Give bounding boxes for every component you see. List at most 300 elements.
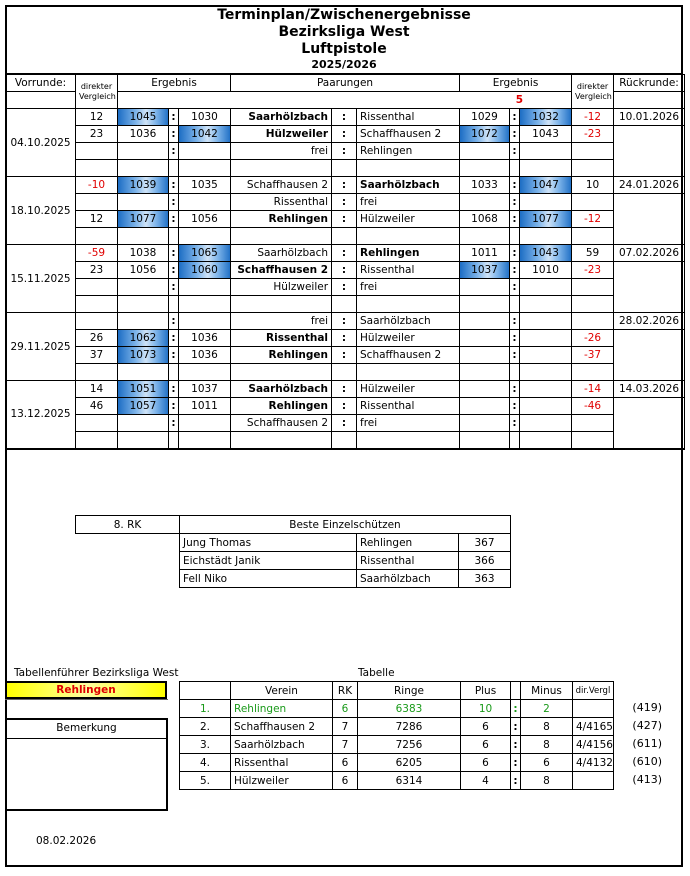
pairing-separator: : bbox=[332, 262, 357, 279]
ergebnis-header-right: Ergebnis bbox=[460, 75, 572, 92]
direct-comparison-away bbox=[572, 415, 614, 432]
season: 2025/2026 bbox=[311, 58, 377, 71]
shooter-row bbox=[76, 534, 511, 552]
leader-divider bbox=[5, 699, 168, 700]
points-separator: : bbox=[511, 754, 521, 772]
score-away-rueckrunde bbox=[520, 143, 572, 160]
paarungen-header: Paarungen bbox=[231, 75, 460, 92]
match-row bbox=[6, 245, 685, 262]
rank: 2. bbox=[180, 718, 231, 736]
header-row bbox=[6, 75, 685, 92]
empty-cell bbox=[332, 364, 357, 381]
pairing-separator: : bbox=[332, 194, 357, 211]
empty-cell bbox=[169, 228, 179, 245]
empty-cell bbox=[231, 296, 332, 313]
score-separator: : bbox=[169, 143, 179, 160]
score-separator: : bbox=[510, 194, 520, 211]
empty-cell bbox=[614, 194, 685, 245]
empty-cell bbox=[614, 330, 685, 381]
spacer-row bbox=[6, 432, 685, 449]
rueckrunde-date: 24.01.2026 bbox=[614, 177, 685, 194]
empty-cell bbox=[510, 160, 520, 177]
minus-value: 8 bbox=[521, 736, 573, 754]
direct-comparison-home: 26 bbox=[76, 330, 118, 347]
score-separator: : bbox=[510, 109, 520, 126]
empty-cell bbox=[357, 160, 460, 177]
direct-comparison-away: -12 bbox=[572, 109, 614, 126]
pairing-separator: : bbox=[332, 245, 357, 262]
empty-cell bbox=[614, 262, 685, 313]
direct-comparison-away: 59 bbox=[572, 245, 614, 262]
empty-cell bbox=[332, 160, 357, 177]
standings-row bbox=[180, 700, 614, 718]
plus-header: Plus bbox=[461, 682, 511, 700]
empty-cell bbox=[118, 364, 169, 381]
club-name: Hülzweiler bbox=[231, 772, 333, 790]
direkter-vergleich-header-right bbox=[572, 75, 614, 109]
minus-value: 8 bbox=[521, 718, 573, 736]
page-title bbox=[5, 7, 683, 72]
score-separator: : bbox=[510, 398, 520, 415]
direct-comparison-home: 46 bbox=[76, 398, 118, 415]
direct-comparison-value bbox=[573, 772, 614, 790]
score-away-rueckrunde: 1032 bbox=[520, 109, 572, 126]
pairing-separator: : bbox=[332, 398, 357, 415]
score-separator: : bbox=[169, 194, 179, 211]
score-away-vorrunde: 1056 bbox=[179, 211, 231, 228]
spacer-row bbox=[6, 364, 685, 381]
empty-cell bbox=[179, 432, 231, 449]
shooter-club: Rissenthal bbox=[357, 552, 459, 570]
score-away-vorrunde: 1030 bbox=[179, 109, 231, 126]
vorrunde-date: 13.12.2025 bbox=[6, 381, 76, 449]
rings-value: 7286 bbox=[358, 718, 461, 736]
minus-value: 6 bbox=[521, 754, 573, 772]
direkter-label: direkter bbox=[80, 81, 113, 91]
home-team: Schaffhausen 2 bbox=[231, 415, 332, 432]
score-away-rueckrunde: 1047 bbox=[520, 177, 572, 194]
shooter-name: Eichstädt Janik bbox=[180, 552, 357, 570]
score-separator: : bbox=[510, 177, 520, 194]
score-separator: : bbox=[169, 313, 179, 330]
match-row bbox=[6, 313, 685, 330]
home-team: Rehlingen bbox=[231, 347, 332, 364]
score-separator: : bbox=[169, 330, 179, 347]
vorrunde-header: Vorrunde: bbox=[6, 75, 76, 92]
standings-row bbox=[180, 754, 614, 772]
home-team: Rissenthal bbox=[231, 330, 332, 347]
club-header: Verein bbox=[231, 682, 333, 700]
away-team: Hülzweiler bbox=[357, 330, 460, 347]
marker-value: 5 bbox=[118, 92, 572, 109]
rank: 3. bbox=[180, 736, 231, 754]
pairing-separator: : bbox=[332, 177, 357, 194]
direkter-vergleich-header-left bbox=[76, 75, 118, 109]
spacer-row bbox=[6, 160, 685, 177]
empty-cell bbox=[520, 432, 572, 449]
direct-comparison-home: 12 bbox=[76, 211, 118, 228]
direct-comparison-away bbox=[572, 279, 614, 296]
match-row bbox=[6, 194, 685, 211]
score-away-vorrunde bbox=[179, 143, 231, 160]
rk-value: 7 bbox=[333, 718, 358, 736]
shooter-score: 363 bbox=[459, 570, 511, 588]
direct-comparison-away: -14 bbox=[572, 381, 614, 398]
score-away-rueckrunde: 1010 bbox=[520, 262, 572, 279]
home-team: Saarhölzbach bbox=[231, 381, 332, 398]
empty-cell bbox=[614, 398, 685, 449]
score-away-vorrunde bbox=[179, 194, 231, 211]
empty-cell bbox=[332, 432, 357, 449]
empty-cell bbox=[231, 364, 332, 381]
empty-cell bbox=[460, 296, 510, 313]
match-row bbox=[6, 143, 685, 160]
score-away-rueckrunde bbox=[520, 415, 572, 432]
score-home-vorrunde: 1039 bbox=[118, 177, 169, 194]
shooter-row bbox=[76, 552, 511, 570]
shooter-name: Jung Thomas bbox=[180, 534, 357, 552]
empty-cell bbox=[520, 364, 572, 381]
away-team: Schaffhausen 2 bbox=[357, 347, 460, 364]
shooter-club: Rehlingen bbox=[357, 534, 459, 552]
rings-value: 6314 bbox=[358, 772, 461, 790]
vorrunde-date: 15.11.2025 bbox=[6, 245, 76, 313]
score-away-vorrunde: 1065 bbox=[179, 245, 231, 262]
direct-comparison-away: -37 bbox=[572, 347, 614, 364]
away-team: Rissenthal bbox=[357, 398, 460, 415]
leader-label: Tabellenführer Bezirksliga West bbox=[14, 667, 179, 679]
club-name: Rehlingen bbox=[231, 700, 333, 718]
direct-comparison-value: 4/4165 bbox=[573, 718, 614, 736]
match-row bbox=[6, 398, 685, 415]
rueckrunde-header: Rückrunde: bbox=[614, 75, 685, 92]
empty-cell bbox=[169, 364, 179, 381]
score-separator: : bbox=[510, 381, 520, 398]
empty-cell bbox=[572, 160, 614, 177]
empty-cell bbox=[520, 296, 572, 313]
score-home-rueckrunde: 1011 bbox=[460, 245, 510, 262]
away-team: Rehlingen bbox=[357, 245, 460, 262]
best-shooters-header bbox=[76, 516, 511, 534]
away-team: frei bbox=[357, 194, 460, 211]
empty-cell bbox=[169, 296, 179, 313]
empty-cell bbox=[510, 296, 520, 313]
score-separator: : bbox=[510, 245, 520, 262]
empty-cell bbox=[357, 364, 460, 381]
match-row bbox=[6, 126, 685, 143]
score-home-vorrunde: 1036 bbox=[118, 126, 169, 143]
rueckrunde-date: 10.01.2026 bbox=[614, 109, 685, 126]
plus-value: 10 bbox=[461, 700, 511, 718]
rk-header: RK bbox=[333, 682, 358, 700]
direct-comparison-home: 14 bbox=[76, 381, 118, 398]
score-separator: : bbox=[510, 330, 520, 347]
empty-cell bbox=[231, 160, 332, 177]
direct-comparison-away: -23 bbox=[572, 126, 614, 143]
empty-cell bbox=[460, 160, 510, 177]
score-away-vorrunde: 1036 bbox=[179, 347, 231, 364]
home-team: Rehlingen bbox=[231, 398, 332, 415]
home-team: Hülzweiler bbox=[231, 279, 332, 296]
empty-cell bbox=[614, 126, 685, 177]
home-team: Hülzweiler bbox=[231, 126, 332, 143]
empty-cell bbox=[357, 432, 460, 449]
score-separator: : bbox=[510, 279, 520, 296]
score-home-rueckrunde: 1068 bbox=[460, 211, 510, 228]
score-separator: : bbox=[169, 347, 179, 364]
score-away-rueckrunde bbox=[520, 398, 572, 415]
rings-value: 7256 bbox=[358, 736, 461, 754]
rank-header bbox=[180, 682, 231, 700]
home-team: frei bbox=[231, 143, 332, 160]
pairing-separator: : bbox=[332, 279, 357, 296]
direct-comparison-home: 23 bbox=[76, 126, 118, 143]
empty-cell bbox=[572, 364, 614, 381]
score-home-vorrunde bbox=[118, 279, 169, 296]
empty-cell bbox=[332, 296, 357, 313]
score-separator: : bbox=[510, 313, 520, 330]
score-away-vorrunde: 1035 bbox=[179, 177, 231, 194]
score-separator: : bbox=[169, 211, 179, 228]
score-away-rueckrunde bbox=[520, 381, 572, 398]
title-line-3: Luftpistole bbox=[301, 41, 387, 57]
vorrunde-date: 18.10.2025 bbox=[6, 177, 76, 245]
empty-cell bbox=[169, 160, 179, 177]
shooter-name: Fell Niko bbox=[180, 570, 357, 588]
score-home-rueckrunde bbox=[460, 143, 510, 160]
match-row bbox=[6, 177, 685, 194]
standings-row bbox=[180, 718, 614, 736]
empty-cell bbox=[76, 296, 118, 313]
rueckrunde-date: 14.03.2026 bbox=[614, 381, 685, 398]
score-separator: : bbox=[169, 177, 179, 194]
home-team: Schaffhausen 2 bbox=[231, 177, 332, 194]
away-team: frei bbox=[357, 415, 460, 432]
score-away-vorrunde bbox=[179, 279, 231, 296]
direct-comparison-home bbox=[76, 279, 118, 296]
direct-comparison-home bbox=[76, 194, 118, 211]
score-home-vorrunde bbox=[118, 415, 169, 432]
direct-comparison-home: -59 bbox=[76, 245, 118, 262]
score-home-rueckrunde bbox=[460, 347, 510, 364]
best-score-value: (610) bbox=[632, 755, 662, 768]
vorrunde-date: 29.11.2025 bbox=[6, 313, 76, 381]
score-home-rueckrunde: 1072 bbox=[460, 126, 510, 143]
home-team: frei bbox=[231, 313, 332, 330]
empty-cell bbox=[179, 228, 231, 245]
score-home-rueckrunde bbox=[460, 194, 510, 211]
direct-comparison-home bbox=[76, 313, 118, 330]
plus-value: 6 bbox=[461, 718, 511, 736]
shooter-score: 366 bbox=[459, 552, 511, 570]
score-home-vorrunde: 1062 bbox=[118, 330, 169, 347]
score-separator: : bbox=[169, 245, 179, 262]
score-away-rueckrunde: 1077 bbox=[520, 211, 572, 228]
pairing-separator: : bbox=[332, 143, 357, 160]
empty-cell bbox=[76, 570, 180, 588]
pairing-separator: : bbox=[332, 381, 357, 398]
away-team: Hülzweiler bbox=[357, 211, 460, 228]
score-away-vorrunde: 1060 bbox=[179, 262, 231, 279]
match-row bbox=[6, 347, 685, 364]
score-away-vorrunde: 1037 bbox=[179, 381, 231, 398]
empty-cell bbox=[520, 160, 572, 177]
direkter-label: direkter bbox=[576, 81, 609, 91]
pairing-separator: : bbox=[332, 126, 357, 143]
match-row bbox=[6, 330, 685, 347]
score-separator: : bbox=[510, 126, 520, 143]
remark-box bbox=[5, 718, 168, 811]
standings-row bbox=[180, 736, 614, 754]
pairing-separator: : bbox=[332, 347, 357, 364]
rueckrunde-date: 28.02.2026 bbox=[614, 313, 685, 330]
ergebnis-header-left: Ergebnis bbox=[118, 75, 231, 92]
direct-comparison-away: -26 bbox=[572, 330, 614, 347]
score-away-vorrunde bbox=[179, 313, 231, 330]
empty-cell bbox=[118, 432, 169, 449]
pairing-separator: : bbox=[332, 415, 357, 432]
rank: 4. bbox=[180, 754, 231, 772]
empty-cell bbox=[118, 296, 169, 313]
empty-cell bbox=[76, 228, 118, 245]
score-separator: : bbox=[169, 279, 179, 296]
rk-value: 7 bbox=[333, 736, 358, 754]
away-team: Hülzweiler bbox=[357, 381, 460, 398]
standings-table bbox=[179, 681, 614, 790]
score-away-vorrunde: 1011 bbox=[179, 398, 231, 415]
rings-value: 6383 bbox=[358, 700, 461, 718]
direct-comparison-value bbox=[573, 700, 614, 718]
remark-label: Bemerkung bbox=[7, 720, 166, 739]
standings-row bbox=[180, 772, 614, 790]
score-separator: : bbox=[169, 415, 179, 432]
score-home-rueckrunde bbox=[460, 279, 510, 296]
score-home-rueckrunde: 1037 bbox=[460, 262, 510, 279]
direct-comparison-value: 4/4156 bbox=[573, 736, 614, 754]
vergleich-label: Vergleich bbox=[575, 91, 612, 101]
leader-team: Rehlingen bbox=[5, 681, 167, 699]
standings-header bbox=[180, 682, 614, 700]
table-bottom-border bbox=[6, 449, 685, 451]
score-separator: : bbox=[510, 143, 520, 160]
rings-value: 6205 bbox=[358, 754, 461, 772]
bottom-border bbox=[6, 449, 685, 451]
score-away-rueckrunde: 1043 bbox=[520, 245, 572, 262]
direct-comparison-value: 4/4132 bbox=[573, 754, 614, 772]
score-home-vorrunde: 1038 bbox=[118, 245, 169, 262]
empty-cell bbox=[179, 364, 231, 381]
score-away-vorrunde: 1042 bbox=[179, 126, 231, 143]
standings-title: Tabelle bbox=[358, 667, 395, 679]
score-home-rueckrunde: 1033 bbox=[460, 177, 510, 194]
direct-comparison-away bbox=[572, 194, 614, 211]
match-row bbox=[6, 415, 685, 432]
score-away-rueckrunde bbox=[520, 313, 572, 330]
empty-cell bbox=[76, 160, 118, 177]
score-home-rueckrunde bbox=[460, 398, 510, 415]
empty-cell bbox=[460, 228, 510, 245]
score-separator: : bbox=[510, 262, 520, 279]
best-shooters-table bbox=[75, 515, 511, 588]
points-separator: : bbox=[511, 718, 521, 736]
score-home-rueckrunde bbox=[460, 313, 510, 330]
direct-comparison-away: -23 bbox=[572, 262, 614, 279]
direct-comparison-home bbox=[76, 143, 118, 160]
shooter-row bbox=[76, 570, 511, 588]
round-label: 8. RK bbox=[76, 516, 180, 534]
score-home-vorrunde: 1045 bbox=[118, 109, 169, 126]
points-separator: : bbox=[511, 700, 521, 718]
home-team: Saarhölzbach bbox=[231, 245, 332, 262]
away-team: frei bbox=[357, 279, 460, 296]
plus-value: 6 bbox=[461, 754, 511, 772]
rings-header: Ringe bbox=[358, 682, 461, 700]
match-row bbox=[6, 262, 685, 279]
score-away-vorrunde bbox=[179, 415, 231, 432]
away-team: Rehlingen bbox=[357, 143, 460, 160]
plus-value: 4 bbox=[461, 772, 511, 790]
empty-cell bbox=[231, 228, 332, 245]
direct-comparison-home: 12 bbox=[76, 109, 118, 126]
match-row bbox=[6, 381, 685, 398]
score-home-rueckrunde bbox=[460, 381, 510, 398]
title-line-2: Bezirksliga West bbox=[278, 24, 410, 40]
empty-cell bbox=[179, 160, 231, 177]
empty-cell bbox=[76, 534, 180, 552]
score-away-rueckrunde bbox=[520, 279, 572, 296]
rueckrunde-date: 07.02.2026 bbox=[614, 245, 685, 262]
score-away-rueckrunde bbox=[520, 330, 572, 347]
empty-cell bbox=[332, 228, 357, 245]
empty-cell bbox=[510, 364, 520, 381]
empty-cell bbox=[118, 228, 169, 245]
score-home-vorrunde bbox=[118, 194, 169, 211]
empty-cell bbox=[614, 92, 685, 109]
empty-cell bbox=[6, 92, 76, 109]
club-name: Rissenthal bbox=[231, 754, 333, 772]
minus-value: 2 bbox=[521, 700, 573, 718]
away-team: Rissenthal bbox=[357, 109, 460, 126]
pairing-separator: : bbox=[332, 330, 357, 347]
score-away-vorrunde: 1036 bbox=[179, 330, 231, 347]
empty-cell bbox=[357, 228, 460, 245]
direct-comparison-home: 23 bbox=[76, 262, 118, 279]
points-separator: : bbox=[511, 736, 521, 754]
direct-comparison-away bbox=[572, 143, 614, 160]
sep-header bbox=[511, 682, 521, 700]
points-separator: : bbox=[511, 772, 521, 790]
title-line-1: Terminplan/Zwischenergebnisse bbox=[217, 7, 471, 23]
score-home-vorrunde: 1056 bbox=[118, 262, 169, 279]
empty-cell bbox=[118, 160, 169, 177]
score-separator: : bbox=[169, 126, 179, 143]
direct-comparison-away bbox=[572, 313, 614, 330]
score-separator: : bbox=[510, 347, 520, 364]
score-separator: : bbox=[169, 262, 179, 279]
score-home-vorrunde: 1073 bbox=[118, 347, 169, 364]
empty-cell bbox=[76, 432, 118, 449]
rank: 1. bbox=[180, 700, 231, 718]
score-separator: : bbox=[510, 415, 520, 432]
away-team: Rissenthal bbox=[357, 262, 460, 279]
match-row bbox=[6, 279, 685, 296]
minus-header: Minus bbox=[521, 682, 573, 700]
rk-value: 6 bbox=[333, 754, 358, 772]
score-separator: : bbox=[510, 211, 520, 228]
empty-cell bbox=[76, 364, 118, 381]
best-score-value: (427) bbox=[632, 719, 662, 732]
home-team: Rissenthal bbox=[231, 194, 332, 211]
